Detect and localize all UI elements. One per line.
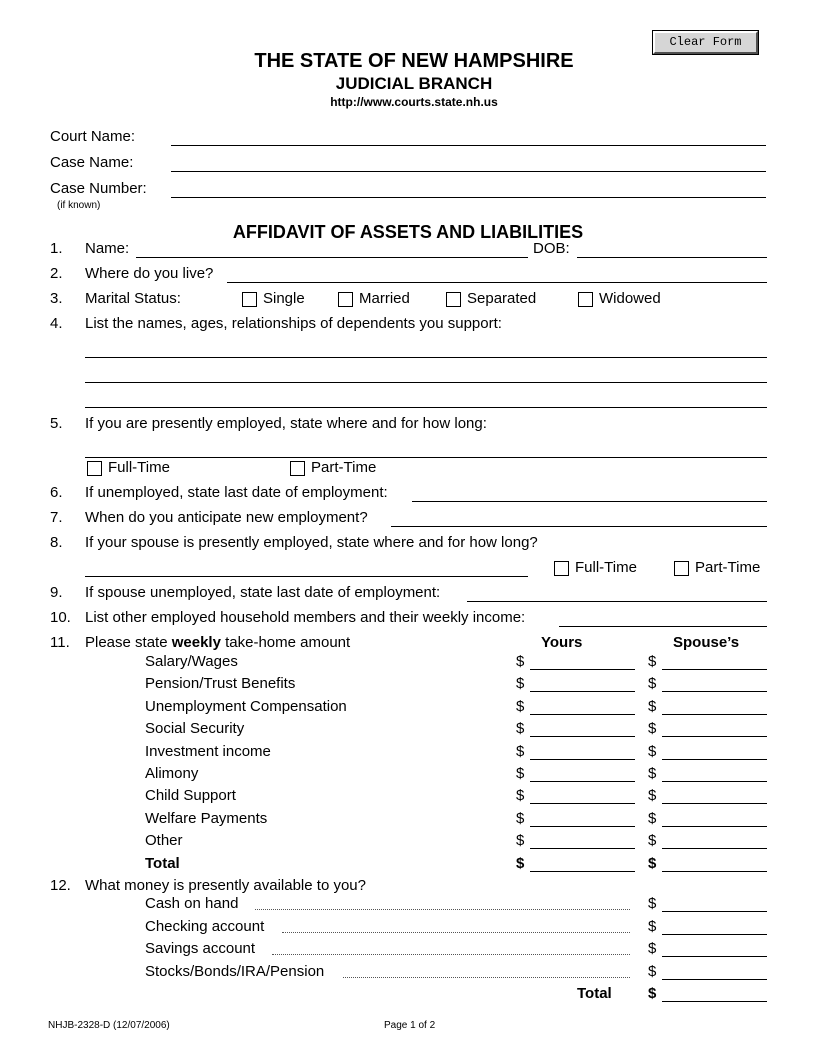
- dollar-sign: $: [648, 787, 657, 805]
- item-number: 8.: [50, 534, 63, 551]
- item-number: 1.: [50, 240, 63, 257]
- case-name-label: Case Name:: [50, 154, 134, 171]
- dollar-sign: $: [516, 742, 525, 760]
- item-number: 9.: [50, 584, 63, 601]
- asset-row-label: Cash on hand: [145, 895, 239, 912]
- spouse-last-employment-label: If spouse unemployed, state last date of employment:: [85, 584, 441, 601]
- single-label: Single: [263, 290, 305, 307]
- court-name-label: Court Name:: [50, 128, 136, 145]
- spouse-amount-field[interactable]: [662, 871, 767, 872]
- dollar-sign: $: [648, 720, 657, 738]
- dollar-sign: $: [648, 854, 657, 872]
- dot-leader: [343, 977, 630, 978]
- yours-amount-field[interactable]: [530, 691, 635, 692]
- spouse-amount-field[interactable]: [662, 691, 767, 692]
- asset-amount-field[interactable]: [662, 956, 767, 957]
- spouse-amount-field[interactable]: [662, 669, 767, 670]
- spouse-amount-field[interactable]: [662, 781, 767, 782]
- asset-amount-field[interactable]: [662, 911, 767, 912]
- last-employment-field[interactable]: [412, 501, 767, 502]
- dependents-field-3[interactable]: [85, 407, 767, 408]
- spouse-full-time-label: Full-Time: [575, 559, 637, 576]
- weekly-emphasis: weekly: [171, 634, 221, 651]
- spouse-last-employment-field[interactable]: [467, 601, 767, 602]
- employment-field[interactable]: [85, 457, 767, 458]
- asset-row-label: Savings account: [145, 940, 256, 957]
- yours-amount-field[interactable]: [530, 848, 635, 849]
- item-number: 10.: [50, 609, 71, 626]
- dependents-field-1[interactable]: [85, 357, 767, 358]
- yours-amount-field[interactable]: [530, 781, 635, 782]
- dollar-sign: $: [648, 809, 657, 827]
- yours-header: Yours: [541, 634, 583, 651]
- dollar-sign: $: [516, 675, 525, 693]
- part-time-label: Part-Time: [311, 459, 377, 476]
- item-number: 5.: [50, 415, 63, 432]
- available-money-label: What money is presently available to you?: [85, 877, 366, 894]
- widowed-checkbox[interactable]: [578, 292, 593, 307]
- weekly-amount-post: take-home amount: [220, 634, 351, 651]
- dollar-sign: $: [648, 697, 657, 715]
- asset-row-label: Checking account: [145, 917, 265, 935]
- residence-field[interactable]: [227, 282, 767, 283]
- marital-status-label: Marital Status:: [85, 290, 181, 307]
- income-row-label: Other: [145, 832, 183, 850]
- dollar-sign: $: [648, 832, 657, 850]
- spouse-amount-field[interactable]: [662, 803, 767, 804]
- income-row-label: Total: [145, 854, 180, 872]
- spouse-amount-field[interactable]: [662, 826, 767, 827]
- dollar-sign: $: [648, 675, 657, 693]
- spouse-part-time-label: Part-Time: [695, 559, 761, 576]
- available-total-field[interactable]: [662, 1001, 767, 1002]
- item-number: 12.: [50, 877, 71, 894]
- form-title: AFFIDAVIT OF ASSETS AND LIABILITIES: [232, 222, 584, 242]
- married-checkbox[interactable]: [338, 292, 353, 307]
- item-number: 2.: [50, 265, 63, 282]
- yours-amount-field[interactable]: [530, 736, 635, 737]
- spouse-amount-field[interactable]: [662, 759, 767, 760]
- dollar-sign: $: [516, 720, 525, 738]
- income-row-label: Alimony: [145, 765, 199, 782]
- case-number-field[interactable]: [171, 197, 766, 198]
- weekly-amount-pre: Please state: [85, 634, 172, 651]
- yours-amount-field[interactable]: [530, 803, 635, 804]
- spouse-amount-field[interactable]: [662, 714, 767, 715]
- dollar-sign: $: [648, 985, 657, 1002]
- state-title: THE STATE OF NEW HAMPSHIRE: [254, 50, 574, 72]
- income-row-label: Social Security: [145, 720, 245, 738]
- spouse-full-time-checkbox[interactable]: [554, 561, 569, 576]
- name-label: Name:: [85, 240, 130, 257]
- asset-amount-field[interactable]: [662, 979, 767, 980]
- dependents-label: List the names, ages, relationships of dependents you support:: [85, 315, 502, 332]
- item-number: 11.: [50, 634, 70, 651]
- last-employment-label: If unemployed, state last date of employment:: [85, 484, 388, 501]
- yours-amount-field[interactable]: [530, 714, 635, 715]
- dot-leader: [282, 932, 630, 933]
- clear-form-button[interactable]: Clear Form: [653, 31, 758, 54]
- dollar-sign: $: [516, 809, 525, 827]
- dollar-sign: $: [648, 742, 657, 760]
- dollar-sign: $: [648, 940, 657, 957]
- spouses-header: Spouse’s: [673, 634, 740, 651]
- case-number-label: Case Number:: [50, 180, 147, 197]
- yours-amount-field[interactable]: [530, 826, 635, 827]
- household-members-field[interactable]: [559, 626, 767, 627]
- available-total-label: Total: [577, 985, 612, 1002]
- household-members-label: List other employed household members and their weekly income:: [85, 609, 526, 626]
- if-known-note: (if known): [57, 200, 101, 211]
- weekly-amount-label: [85, 635, 350, 650]
- yours-amount-field[interactable]: [530, 871, 635, 872]
- dollar-sign: $: [648, 962, 657, 980]
- residence-label: Where do you live?: [85, 265, 214, 282]
- item-number: 3.: [50, 290, 63, 307]
- spouse-employment-label: If your spouse is presently employed, state where and for how long?: [85, 534, 538, 551]
- dot-leader: [255, 909, 630, 910]
- widowed-label: Widowed: [599, 290, 661, 307]
- income-row-label: Child Support: [145, 787, 236, 805]
- income-row-label: Unemployment Compensation: [145, 697, 347, 715]
- dollar-sign: $: [516, 832, 525, 850]
- court-name-field[interactable]: [171, 145, 766, 146]
- new-employment-label: When do you anticipate new employment?: [85, 509, 368, 526]
- spouse-amount-field[interactable]: [662, 848, 767, 849]
- dollar-sign: $: [516, 697, 525, 715]
- part-time-checkbox[interactable]: [290, 461, 305, 476]
- dollar-sign: $: [516, 787, 525, 805]
- asset-amount-field[interactable]: [662, 934, 767, 935]
- spouse-part-time-checkbox[interactable]: [674, 561, 689, 576]
- spouse-employment-field[interactable]: [85, 576, 528, 577]
- spouse-amount-field[interactable]: [662, 736, 767, 737]
- separated-checkbox[interactable]: [446, 292, 461, 307]
- item-number: 6.: [50, 484, 63, 501]
- dot-leader: [272, 954, 630, 955]
- dollar-sign: $: [648, 917, 657, 935]
- branch-title: JUDICIAL BRANCH: [335, 74, 493, 93]
- asset-row-label: Stocks/Bonds/IRA/Pension: [145, 962, 325, 980]
- married-label: Married: [359, 290, 410, 307]
- dollar-sign: $: [516, 765, 525, 782]
- yours-amount-field[interactable]: [530, 669, 635, 670]
- income-row-label: Welfare Payments: [145, 809, 268, 827]
- name-field[interactable]: [136, 257, 528, 258]
- full-time-label: Full-Time: [108, 459, 170, 476]
- new-employment-field[interactable]: [391, 526, 767, 527]
- court-url: http://www.courts.state.nh.us: [330, 95, 498, 109]
- income-row-label: Pension/Trust Benefits: [145, 675, 296, 693]
- income-row-label: Salary/Wages: [145, 653, 238, 670]
- page-number: Page 1 of 2: [384, 1020, 436, 1031]
- dependents-field-2[interactable]: [85, 382, 767, 383]
- dollar-sign: $: [516, 854, 525, 872]
- dollar-sign: $: [516, 653, 525, 670]
- yours-amount-field[interactable]: [530, 759, 635, 760]
- case-name-field[interactable]: [171, 171, 766, 172]
- full-time-checkbox[interactable]: [87, 461, 102, 476]
- single-checkbox[interactable]: [242, 292, 257, 307]
- item-number: 4.: [50, 315, 63, 332]
- separated-label: Separated: [467, 290, 537, 307]
- income-row-label: Investment income: [145, 742, 271, 760]
- dollar-sign: $: [648, 653, 657, 670]
- dollar-sign: $: [648, 765, 657, 782]
- employment-label: If you are presently employed, state where and for how long:: [85, 415, 487, 432]
- dollar-sign: $: [648, 895, 657, 912]
- dob-label: DOB:: [533, 240, 570, 257]
- dob-field[interactable]: [577, 257, 767, 258]
- form-id: NHJB-2328-D (12/07/2006): [48, 1020, 170, 1031]
- item-number: 7.: [50, 509, 63, 526]
